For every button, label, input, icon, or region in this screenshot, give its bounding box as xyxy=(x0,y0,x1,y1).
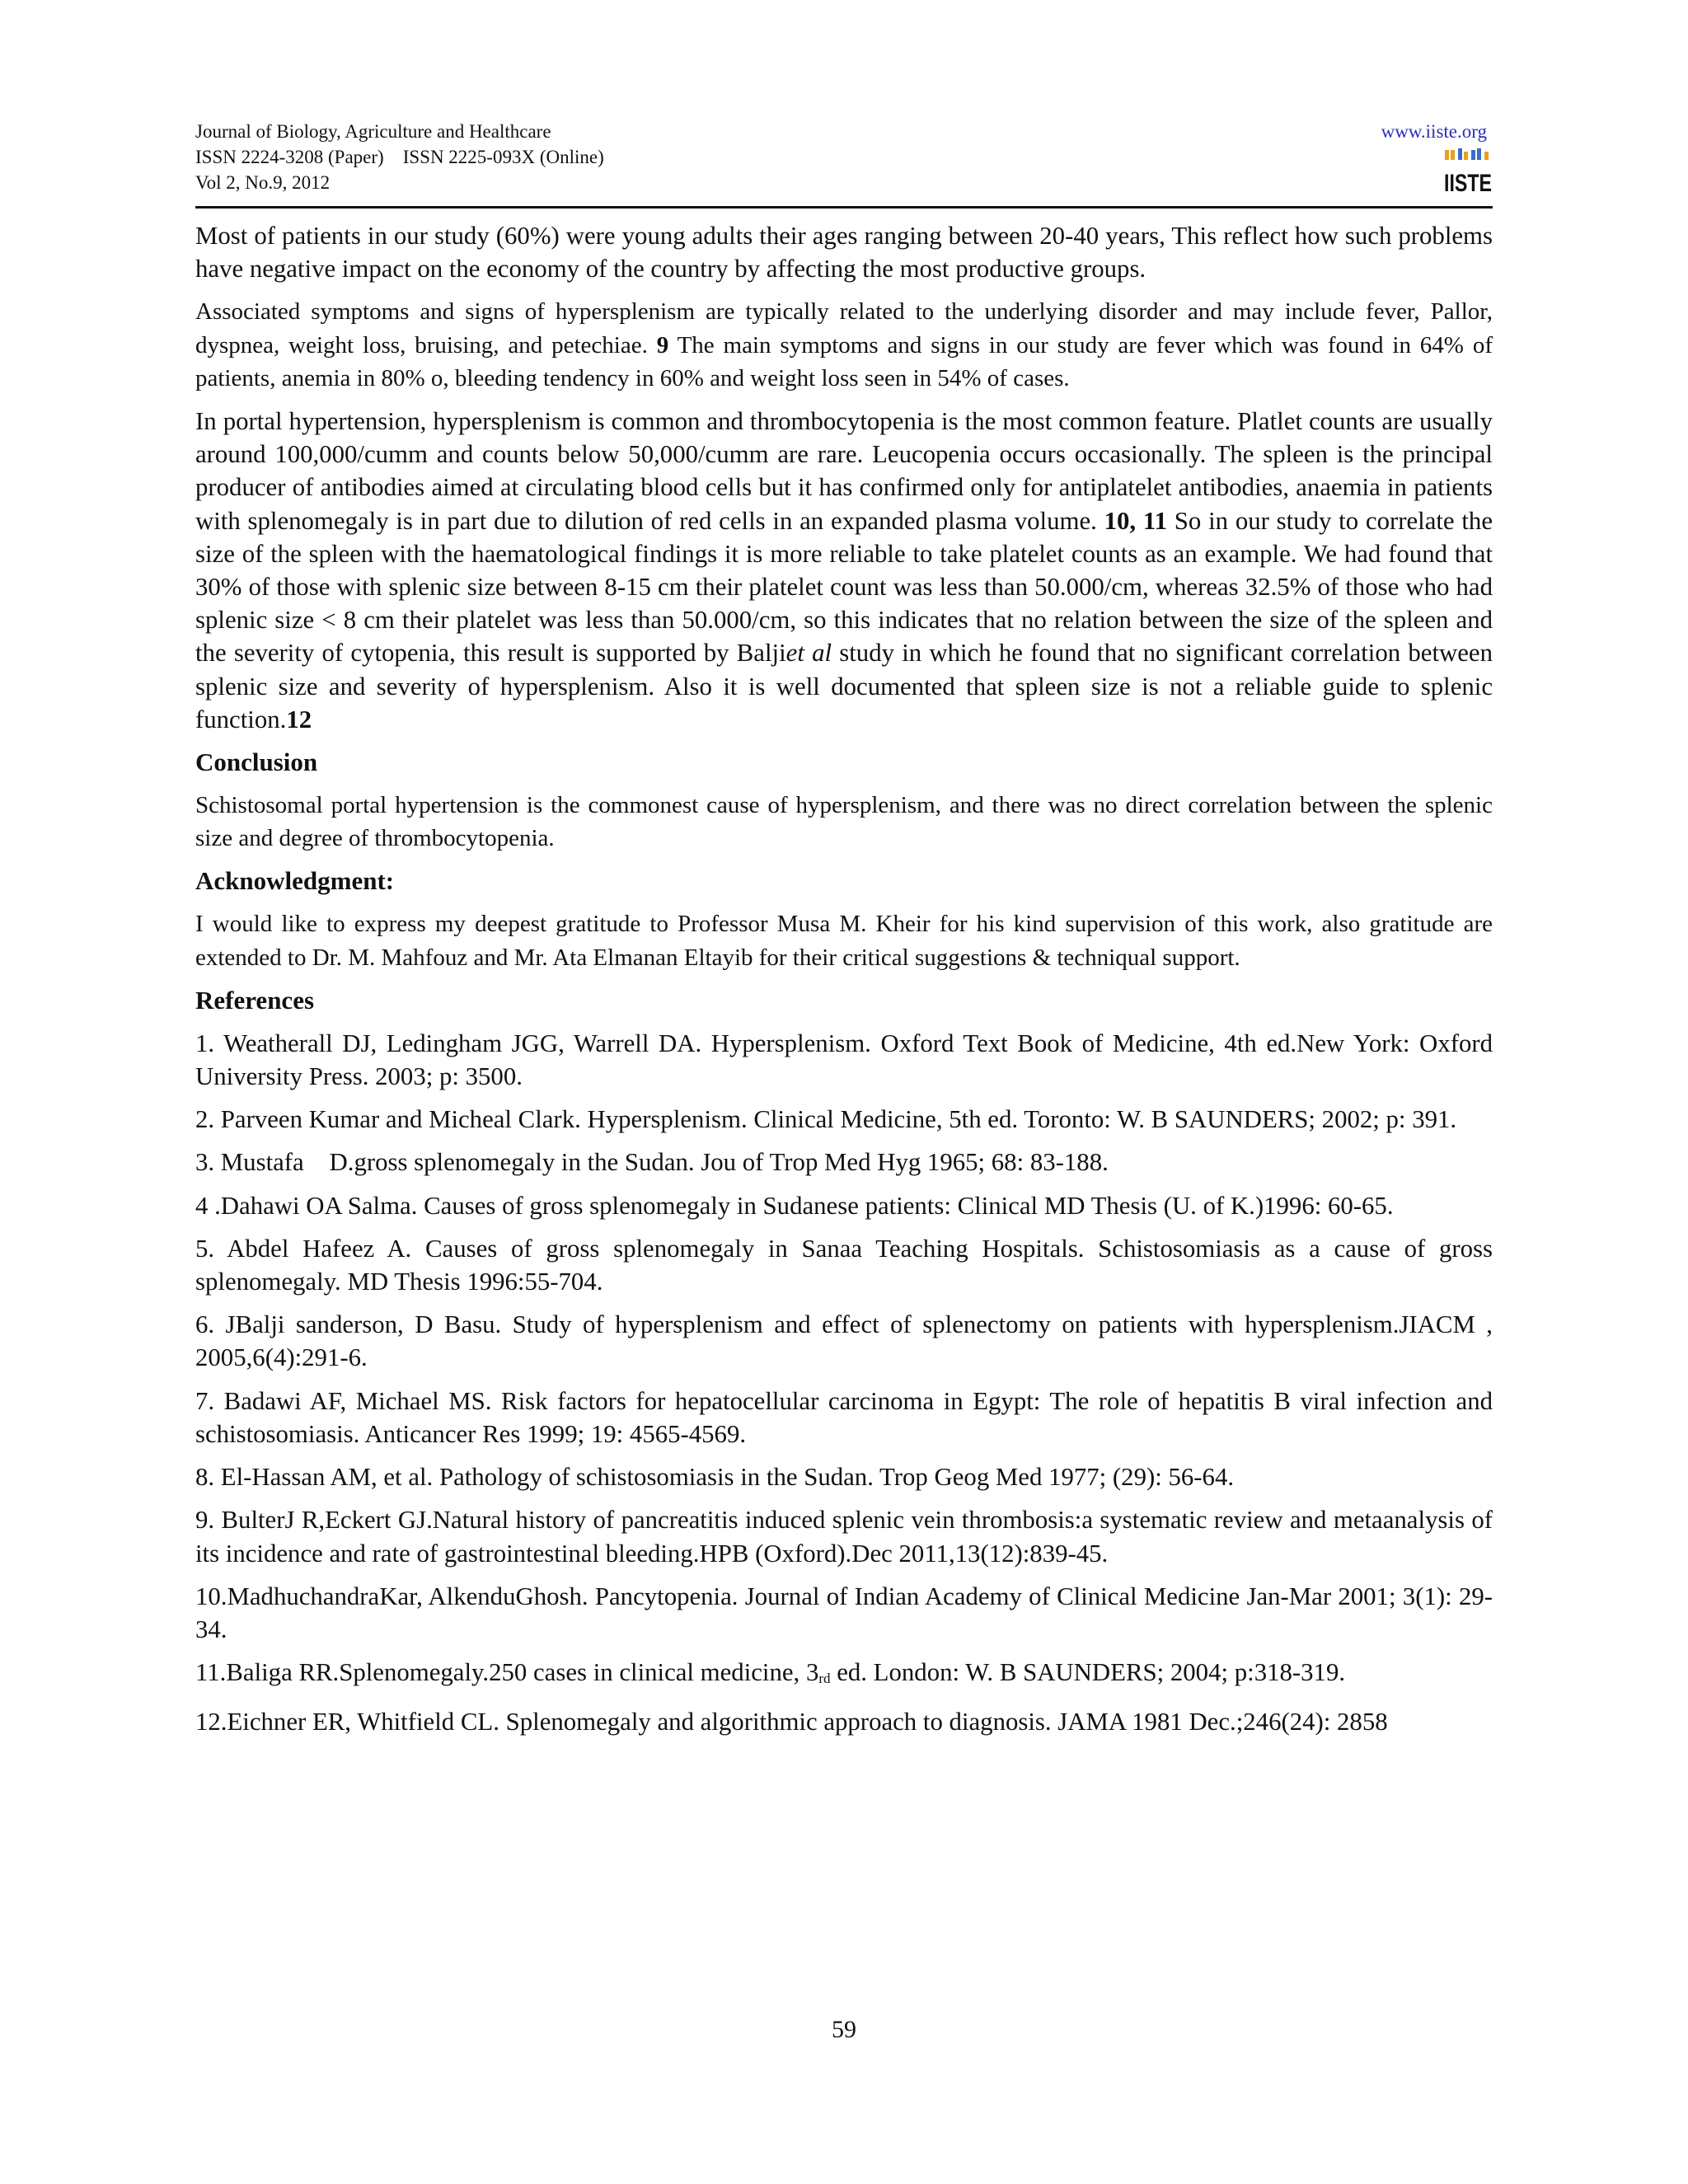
citation-ref: 9 xyxy=(656,331,669,359)
reference-item: 3. Mustafa D.gross splenomegaly in the Sudan. Jou of Trop Med Hyg 1965; 68: 83-188. xyxy=(195,1148,1109,1177)
reference-item: 4 .Dahawi OA Salma. Causes of gross splenomegaly in Sudanese patients: Clinical MD Thesis (U. of K.)1996: 60-65. xyxy=(195,1191,1394,1220)
reference-item: 11.Baliga RR.Splenomegaly.250 cases in clinical medicine, $3_{rd}$ ed. London: W. B SAUNDERS; 2004; p:318-319. xyxy=(195,1658,1346,1687)
references-heading: References xyxy=(195,985,315,1015)
reference-list xyxy=(195,1027,1493,1739)
journal-title: Journal of Biology, Agriculture and Healthcare xyxy=(195,121,551,142)
body-paragraph: In portal hypertension, hypersplenism is common and thrombocytopenia is the most common feature. Platlet counts are usually around 100,000/cumm and counts below 50,000/cumm are rare. Leucopenia occurs occasionally. The spleen is the principal producer of antibodies aimed at circulating blood cells but it has confirmed only for antiplatelet antibodies, anaemia in patients with splenomegaly is in part due to dilution of red cells in an expanded plasma volume. 10, 11 So in our study to correlate the size of the spleen with the haematological findings it is more reliable to take platelet counts as an example. We had found that 30% of those with splenic size between 8-15 cm their platelet count was less than 50.000/cm, whereas 32.5% of those who had splenic size < 8 cm their platelet was less than 50.000/cm, so this indicates that no relation between the size of the spleen and the severity of cytopenia, this result is supported by Baljiet al study in which he found that no significant correlation between splenic size and severity of hypersplenism. Also it is well documented that spleen size is not a reliable guide to splenic function.12 xyxy=(195,407,1493,733)
acknowledgment-text: I would like to express my deepest gratitude to Professor Musa M. Kheir for his kind supervision of this work, also gratitude are extended to Dr. M. Mahfouz and Mr. Ata Elmanan Eltayib for their critical suggestions & techniqual support. xyxy=(195,911,1493,971)
acknowledgment-heading: Acknowledgment: xyxy=(195,866,395,896)
reference-item: 12.Eichner ER, Whitfield CL. Splenomegaly and algorithmic approach to diagnosis. JAMA 1981 Dec.;246(24): 2858 xyxy=(195,1708,1388,1736)
header-divider xyxy=(195,206,1493,209)
reference-item: 2. Parveen Kumar and Micheal Clark. Hypersplenism. Clinical Medicine, 5th ed. Toronto: W. B SAUNDERS; 2002; p: 391. xyxy=(195,1105,1457,1134)
body-paragraph: Associated symptoms and signs of hypersplenism are typically related to the underlying disorder and may include fever, Pallor, dyspnea, weight loss, bruising, and petechiae. 9 The main symptoms and signs in our study are fever which was found in 64% of patients, anemia in 80% o, bleeding tendency in 60% and weight loss seen in 54% of cases. xyxy=(195,298,1493,391)
reference-item: 7. Badawi AF, Michael MS. Risk factors for hepatocellular carcinoma in Egypt: The role of hepatitis B viral infection and schistosomiasis. Anticancer Res 1999; 19: 4565-4569. xyxy=(195,1386,1493,1448)
journal-website-link[interactable]: www.iiste.org xyxy=(1381,121,1487,142)
reference-item: 6. JBalji sanderson, D Basu. Study of hypersplenism and effect of splenectomy on patients with hypersplenism.JIACM , 2005,6(4):291-6. xyxy=(195,1310,1493,1372)
journal-issn: ISSN 2224-3208 (Paper) ISSN 2225-093X (Online) xyxy=(195,147,604,167)
conclusion-heading: Conclusion xyxy=(195,748,318,777)
article-body xyxy=(195,219,1493,1749)
reference-item: 9. BulterJ R,Eckert GJ.Natural history of pancreatitis induced splenic vein thrombosis:a systematic review and metaanalysis of its incidence and rate of gastrointestinal bleeding.HPB (Oxford).Dec 2011,13(12):839-45. xyxy=(195,1506,1493,1568)
citation-ref: 10, 11 xyxy=(1104,506,1167,535)
reference-item: 10.MadhuchandraKar, AlkenduGhosh. Pancytopenia. Journal of Indian Academy of Clinical Medicine Jan-Mar 2001; 3(1): 29-34. xyxy=(195,1582,1493,1643)
reference-item: 1. Weatherall DJ, Ledingham JGG, Warrell DA. Hypersplenism. Oxford Text Book of Medicine, 4th ed.New York: Oxford University Press. 2003; p: 3500. xyxy=(195,1029,1493,1091)
page-header xyxy=(195,119,1493,198)
citation-ref: 12 xyxy=(286,705,312,733)
reference-item: 5. Abdel Hafeez A. Causes of gross splenomegaly in Sanaa Teaching Hospitals. Schistosomiasis as a cause of gross splenomegaly. MD Thesis 1996:55-704. xyxy=(195,1234,1493,1296)
reference-item: 8. El-Hassan AM, et al. Pathology of schistosomiasis in the Sudan. Trop Geog Med 1977; (29): 56-64. xyxy=(195,1463,1235,1492)
journal-volume: Vol 2, No.9, 2012 xyxy=(195,172,331,193)
svg-text:IISTE: IISTE xyxy=(1444,170,1492,197)
iiste-logo xyxy=(1443,147,1493,197)
page-number: 59 xyxy=(832,2016,856,2043)
journal-meta xyxy=(195,119,604,195)
body-paragraph: Most of patients in our study (60%) were young adults their ages ranging between 20-40 years, This reflect how such problems have negative impact on the economy of the country by affecting the most productive groups. xyxy=(195,222,1493,284)
et-al-text: et al xyxy=(785,639,832,668)
conclusion-text: Schistosomal portal hypertension is the commonest cause of hypersplenism, and there was no direct correlation between the splenic size and degree of thrombocytopenia. xyxy=(195,792,1493,852)
